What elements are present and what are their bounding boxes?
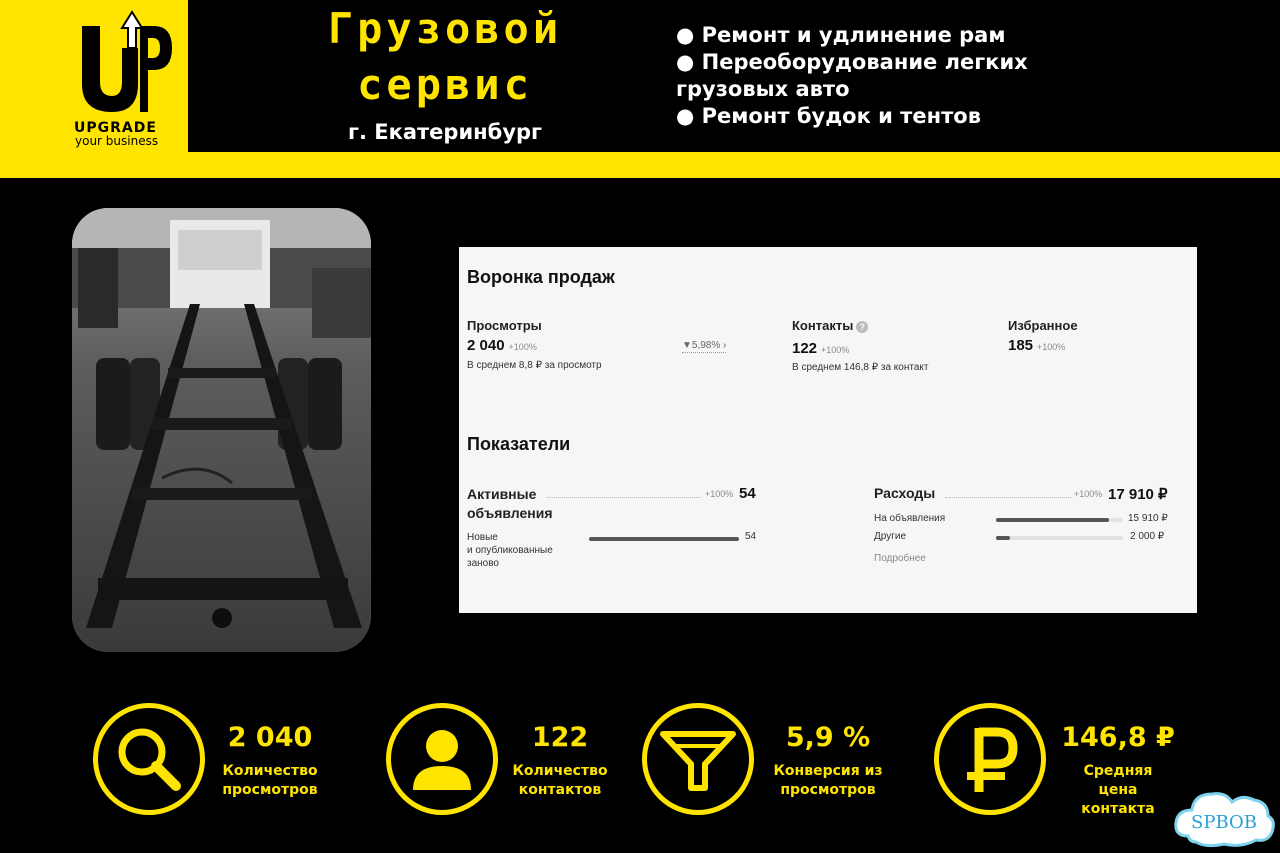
stat-views-value: 2 040 bbox=[227, 722, 313, 753]
expenses-pct: +100% bbox=[1074, 489, 1103, 499]
favorites-label: Избранное bbox=[1008, 318, 1078, 333]
active-ads-value: 54 bbox=[739, 485, 756, 502]
page-title-line2: сервис bbox=[357, 60, 533, 109]
services-list bbox=[676, 22, 1096, 130]
stat-avg-price-label-line1: Средняя bbox=[1083, 763, 1153, 779]
service-item: грузовых авто bbox=[676, 77, 850, 101]
watermark-text: SPBOB bbox=[1191, 812, 1257, 833]
funnel-heading: Воронка продаж bbox=[467, 267, 615, 287]
expenses-ads-bar bbox=[996, 518, 1123, 522]
search-icon bbox=[98, 708, 200, 810]
views-value-row bbox=[467, 337, 537, 354]
indicators-heading: Показатели bbox=[467, 434, 571, 454]
expenses-ads-bar-fill bbox=[996, 518, 1109, 522]
stat-contacts-label bbox=[480, 762, 640, 800]
funnel-small-icon: ▼ bbox=[682, 340, 692, 351]
contacts-avg: В среднем 146,8 ₽ за контакт bbox=[792, 362, 929, 373]
stat-conversion-label-line2: просмотров bbox=[780, 782, 876, 798]
new-ads-bar-fill bbox=[589, 537, 739, 541]
funnel-stat-circle bbox=[642, 703, 754, 815]
views-value: 2 040 bbox=[467, 337, 505, 354]
ruble-icon bbox=[939, 708, 1041, 810]
expenses-other-bar-fill bbox=[996, 536, 1010, 540]
help-icon[interactable]: ? bbox=[856, 321, 868, 333]
truck-chassis-illustration bbox=[72, 208, 371, 652]
stat-contacts-label-line2: контактов bbox=[518, 782, 602, 798]
stats-panel bbox=[459, 247, 1197, 613]
contacts-pct: +100% bbox=[821, 345, 850, 355]
views-avg: В среднем 8,8 ₽ за просмотр bbox=[467, 360, 602, 371]
watermark-cloud bbox=[1172, 786, 1276, 850]
service-item: ● Переоборудование легких bbox=[676, 50, 1028, 74]
page-title-line1: Грузовой bbox=[327, 4, 563, 53]
new-ads-label bbox=[467, 531, 553, 570]
stat-contacts-label-line1: Количество bbox=[512, 763, 608, 779]
more-link[interactable]: Подробнее bbox=[874, 553, 926, 564]
watermark-badge bbox=[1172, 786, 1276, 850]
stat-avg-price-label-line2: цена bbox=[1098, 782, 1138, 798]
active-ads-label-line1: Активные bbox=[467, 486, 537, 502]
expenses-other-label: Другие bbox=[874, 531, 907, 542]
new-ads-label-line2: и опубликованные bbox=[467, 545, 553, 556]
new-ads-value: 54 bbox=[745, 531, 757, 542]
new-ads-label-line1: Новые bbox=[467, 532, 498, 543]
funnel-icon bbox=[647, 708, 749, 810]
active-ads-pct: +100% bbox=[705, 489, 734, 499]
favorites-value: 185 bbox=[1008, 337, 1034, 354]
stat-views-label bbox=[190, 762, 350, 800]
logo-text-tagline: your business bbox=[75, 134, 159, 148]
expenses-ads-label: На объявления bbox=[874, 513, 946, 524]
stat-avg-price-value: 146,8 ₽ bbox=[1061, 722, 1175, 753]
contacts-value-row bbox=[792, 340, 849, 357]
truck-chassis-photo bbox=[72, 208, 371, 652]
stat-conversion-value: 5,9 % bbox=[785, 722, 871, 753]
stat-conversion-label-line1: Конверсия из bbox=[773, 763, 883, 779]
ruble-stat-circle bbox=[934, 703, 1046, 815]
expenses-ads-value: 15 910 ₽ bbox=[1128, 513, 1168, 524]
search-stat-circle bbox=[93, 703, 205, 815]
logo-up-mark bbox=[78, 8, 174, 112]
expenses-other-bar bbox=[996, 536, 1123, 540]
expenses-other-value: 2 000 ₽ bbox=[1130, 531, 1165, 542]
views-conversion-link[interactable]: ▼5,98% › bbox=[682, 340, 727, 351]
contacts-label: Контакты bbox=[792, 318, 854, 333]
stat-views-label-line1: Количество bbox=[222, 763, 318, 779]
logo-text-upgrade: UPGRADE bbox=[74, 120, 157, 136]
service-item: ● Ремонт будок и тентов bbox=[676, 104, 981, 128]
stat-avg-price-label-line3: контакта bbox=[1081, 801, 1155, 817]
dotted-leader bbox=[945, 497, 1071, 498]
header bbox=[0, 0, 1280, 178]
service-item: ● Ремонт и удлинение рам bbox=[676, 23, 1006, 47]
dotted-leader bbox=[547, 497, 701, 498]
favorites-pct: +100% bbox=[1037, 342, 1066, 352]
views-conversion-value: 5,98% bbox=[691, 340, 721, 351]
header-yellow-band bbox=[0, 152, 1280, 178]
city-label: г. Екатеринбург bbox=[347, 120, 543, 144]
expenses-value: 17 910 ₽ bbox=[1108, 486, 1168, 503]
user-icon bbox=[391, 708, 493, 810]
stat-contacts-value: 122 bbox=[531, 722, 589, 753]
new-ads-bar bbox=[589, 537, 739, 541]
active-ads-label bbox=[467, 485, 553, 523]
new-ads-label-line3: заново bbox=[467, 558, 499, 569]
stat-conversion-label bbox=[748, 762, 908, 800]
stat-views-label-line2: просмотров bbox=[222, 782, 318, 798]
views-label: Просмотры bbox=[467, 318, 542, 333]
contacts-label-row bbox=[792, 318, 868, 333]
logo bbox=[0, 0, 188, 178]
contacts-value: 122 bbox=[792, 340, 818, 357]
views-pct: +100% bbox=[508, 342, 537, 352]
expenses-label: Расходы bbox=[874, 485, 936, 501]
active-ads-label-line2: объявления bbox=[467, 505, 553, 521]
favorites-value-row bbox=[1008, 337, 1065, 354]
